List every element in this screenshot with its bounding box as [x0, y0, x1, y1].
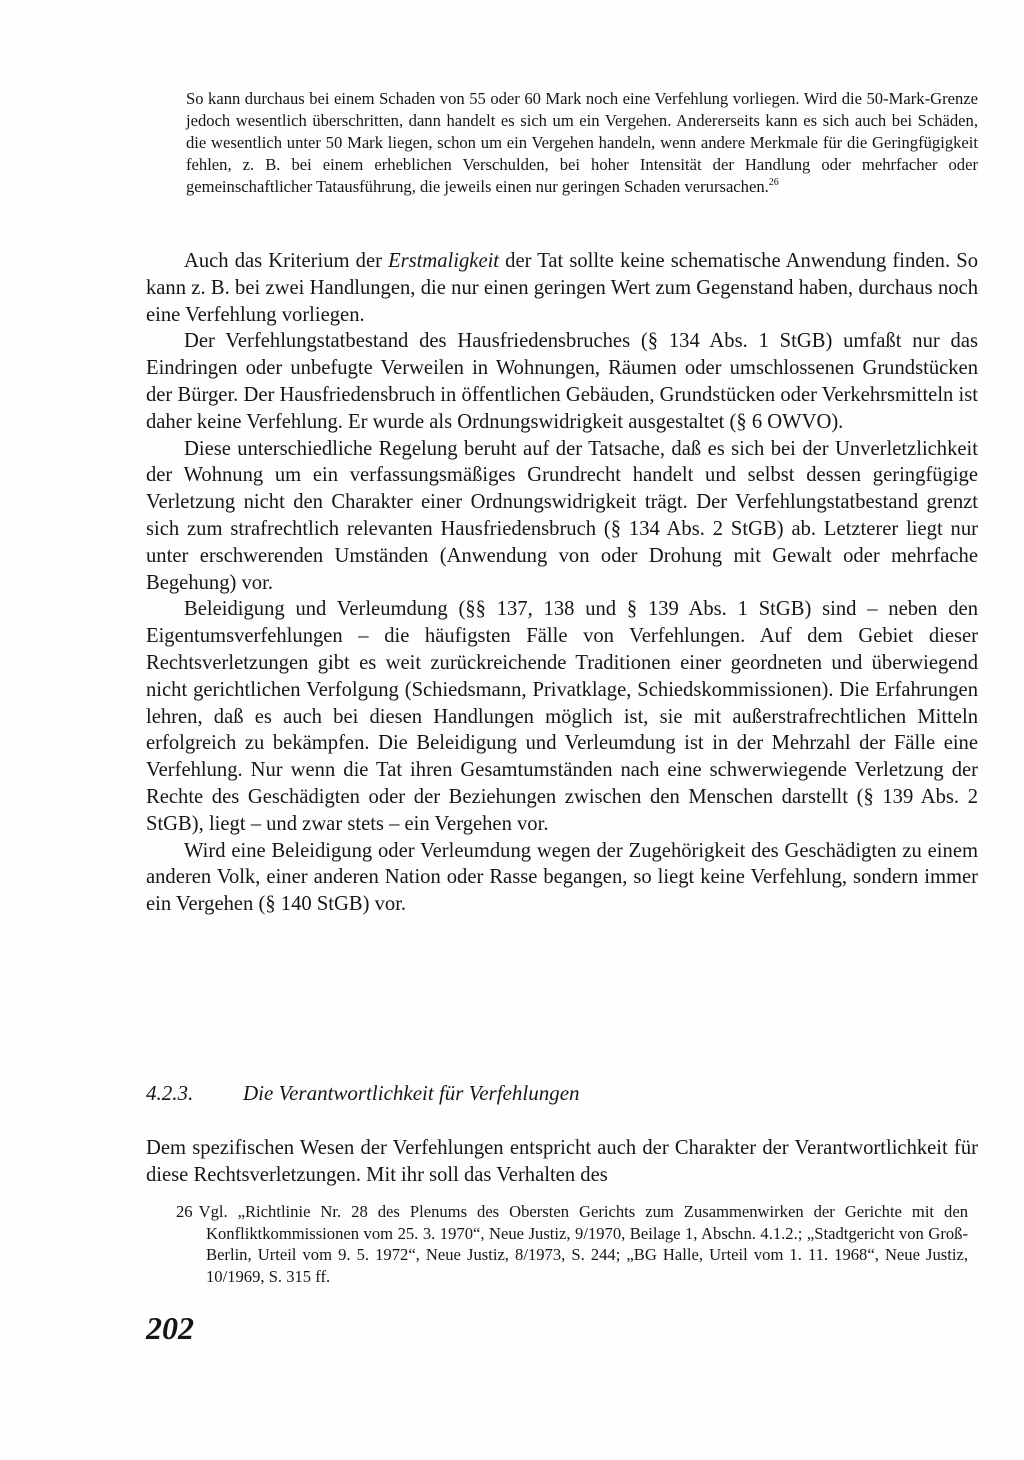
section-text [146, 1135, 978, 1189]
page-number: 202 [146, 1310, 194, 1346]
paragraph-erstmaligkeit [146, 248, 978, 328]
footnote-number: 26 [176, 1202, 193, 1221]
footnote-reference: 26 [768, 177, 779, 188]
paragraph-text: Auch das Kriterium der [184, 250, 389, 272]
main-text [146, 248, 978, 918]
section-title: Die Verantwortlichkeit für Verfehlungen [243, 1081, 580, 1105]
paragraph-beleidigung: Beleidigung und Verleumdung (§§ 137, 138 und § 139 Abs. 1 StGB) sind – neben den Eigentumsverfehlungen – die häufigsten Fälle von Verfehlungen. Auf dem Gebiet dieser Rechtsverletzungen gibt es weit zurückreichende Traditionen einer geordneten und überwiegend nicht gerichtlichen Verfolgung (Schiedsmann, Privatklage, Schiedskommissionen). Die Erfahrungen lehren, daß es auch bei diesen Handlungen möglich ist, sie mit außerstrafrechtlichen Mitteln erfolgreich zu bekämpfen. Die Beleidigung und Verleumdung ist in der Mehrzahl der Fälle eine Verfehlung. Nur wenn die Tat ihren Gesamtumständen nach eine schwerwiegende Verletzung der Rechte des Geschädigten oder der Beziehungen zwischen den Menschen darstellt (§ 139 Abs. 2 StGB), liegt – und zwar stets – ein Vergehen vor. [146, 598, 978, 835]
paragraph-regelung: Diese unterschiedliche Regelung beruht auf der Tatsache, daß es sich bei der Unverletzlichkeit der Wohnung um ein verfassungsmäßiges Grundrecht handelt und selbst dessen geringfügige Verletzung nicht den Charakter einer Ordnungswidrigkeit trägt. Der Verfehlungstatbestand grenzt sich zum strafrechtlich relevanten Hausfriedensbruch (§ 134 Abs. 2 StGB) ab. Letzterer liegt nur unter erschwerenden Umständen (Anwendung von oder Drohung mit Gewalt oder mehrfache Begehung) vor. [146, 437, 978, 594]
paragraph-volk-nation: Wird eine Beleidigung oder Verleumdung wegen der Zugehörigkeit des Geschädigten zu einem anderen Volk, einer anderen Nation oder Rasse begangen, so liegt keine Verfehlung, sondern immer ein Vergehen (§ 140 StGB) vor. [146, 839, 978, 916]
footnote-text: Vgl. „Richtlinie Nr. 28 des Plenums des Obersten Gerichts zum Zusammenwirken der Gerichte mit den Konfliktkommissionen vom 25. 3. 1970“, Neue Justiz, 9/1970, Beilage 1, Abschn. 4.1.2.; „Stadtgericht von Groß-Berlin, Urteil vom 9. 5. 1972“, Neue Justiz, 8/1973, S. 244; „BG Halle, Urteil vom 1. 11. 1968“, Neue Justiz, 10/1969, S. 315 ff. [198, 1202, 968, 1286]
quote-text: So kann durchaus bei einem Schaden von 55 oder 60 Mark noch eine Verfehlung vorliegen. Wird die 50-Mark-Grenze jedoch wesentlich überschritten, dann handelt es sich um ein Vergehen. Andererseits kann es sich auch bei Schäden, die wesentlich unter 50 Mark liegen, schon um ein Vergehen handeln, wenn andere Merkmale für die Geringfügigkeit fehlen, z. B. bei einem erheblichen Verschulden, bei hoher Intensität der Handlung oder mehrfacher oder gemeinschaftlicher Tatausführung, die jeweils einen nur geringen Schaden verursachen. [186, 89, 978, 196]
section-heading [146, 1079, 978, 1107]
emphasized-term: Erstmaligkeit [388, 250, 500, 272]
paragraph-hausfriedensbruch: Der Verfehlungstatbestand des Hausfriedensbruches (§ 134 Abs. 1 StGB) umfaßt nur das Eindringen oder unbefugte Verweilen in Wohnungen, Räumen oder umschlossenen Grundstücken der Bürger. Der Hausfriedensbruch in öffentlichen Gebäuden, Grundstücken oder Verkehrsmitteln ist daher keine Verfehlung. Er wurde als Ordnungswidrigkeit ausgestaltet (§ 6 OWVO). [146, 330, 978, 433]
indented-quote [186, 88, 978, 198]
paragraph-verantwortlichkeit: Dem spezifischen Wesen der Verfehlungen entspricht auch der Charakter der Verantwortlichkeit für diese Rechtsverletzungen. Mit ihr soll das Verhalten des [146, 1137, 978, 1186]
footnote [176, 1201, 968, 1287]
section-number: 4.2.3. [146, 1081, 194, 1105]
paragraph-text: der Tat sollte keine schematische Anwendung finden. So kann z. B. bei zwei Handlungen, die nur einen geringen Wert zum Gegenstand haben, durchaus noch eine Verfehlung vorliegen. [146, 250, 978, 326]
